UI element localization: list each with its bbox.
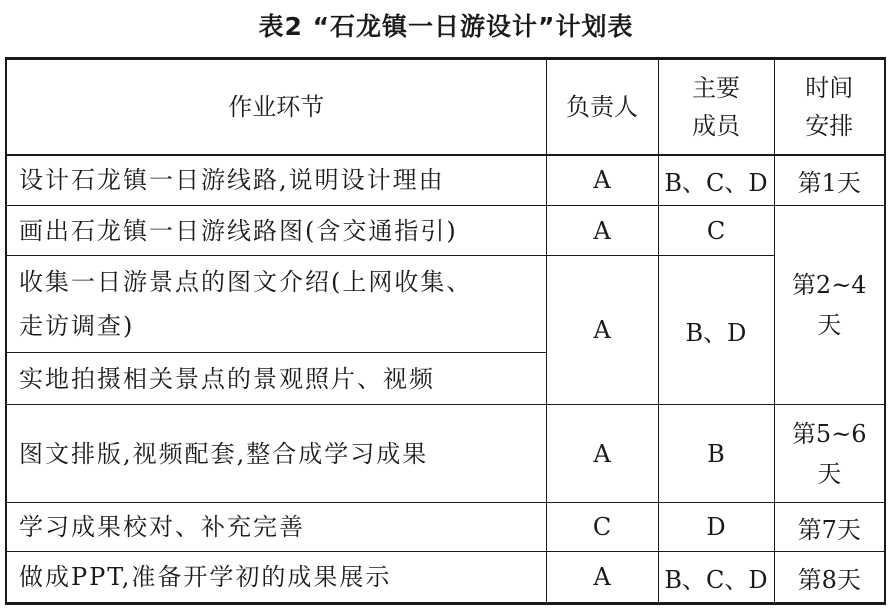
task-cell: 画出石龙镇一日游线路图(含交通指引) [6, 206, 546, 256]
members-cell: B、C、D [658, 155, 774, 206]
task-cell: 图文排版,视频配套,整合成学习成果 [6, 405, 546, 503]
owner-cell: A [546, 155, 658, 206]
time-cell: 第1天 [774, 155, 885, 206]
owner-cell: C [546, 503, 658, 552]
task-cell: 学习成果校对、补充完善 [6, 503, 546, 552]
task-cell: 设计石龙镇一日游线路,说明设计理由 [6, 155, 546, 206]
owner-cell: A [546, 405, 658, 503]
header-task: 作业环节 [6, 59, 546, 155]
time-cell: 第8天 [774, 552, 885, 604]
members-cell: B、D [658, 256, 774, 405]
task-cell: 实地拍摄相关景点的景观照片、视频 [6, 353, 546, 405]
header-members: 主要 成员 [658, 59, 774, 155]
time-cell: 第5~6 天 [774, 405, 885, 503]
table-row [6, 405, 885, 503]
table-row [6, 503, 885, 552]
time-cell: 第7天 [774, 503, 885, 552]
table-row [6, 256, 885, 353]
owner-cell: A [546, 552, 658, 604]
members-cell: C [658, 206, 774, 256]
members-cell: D [658, 503, 774, 552]
table-row [6, 155, 885, 206]
owner-cell: A [546, 206, 658, 256]
plan-table [5, 57, 886, 605]
table-row [6, 206, 885, 256]
owner-cell: A [546, 256, 658, 405]
members-cell: B、C、D [658, 552, 774, 604]
table-row [6, 552, 885, 604]
header-row [6, 59, 885, 155]
time-cell: 第2~4 天 [774, 206, 885, 405]
task-cell: 收集一日游景点的图文介绍(上网收集、 走访调查) [6, 256, 546, 353]
header-time: 时间 安排 [774, 59, 885, 155]
header-owner: 负责人 [546, 59, 658, 155]
task-cell: 做成PPT,准备开学初的成果展示 [6, 552, 546, 604]
members-cell: B [658, 405, 774, 503]
table-title: 表2 “石龙镇一日游设计”计划表 [258, 12, 634, 41]
